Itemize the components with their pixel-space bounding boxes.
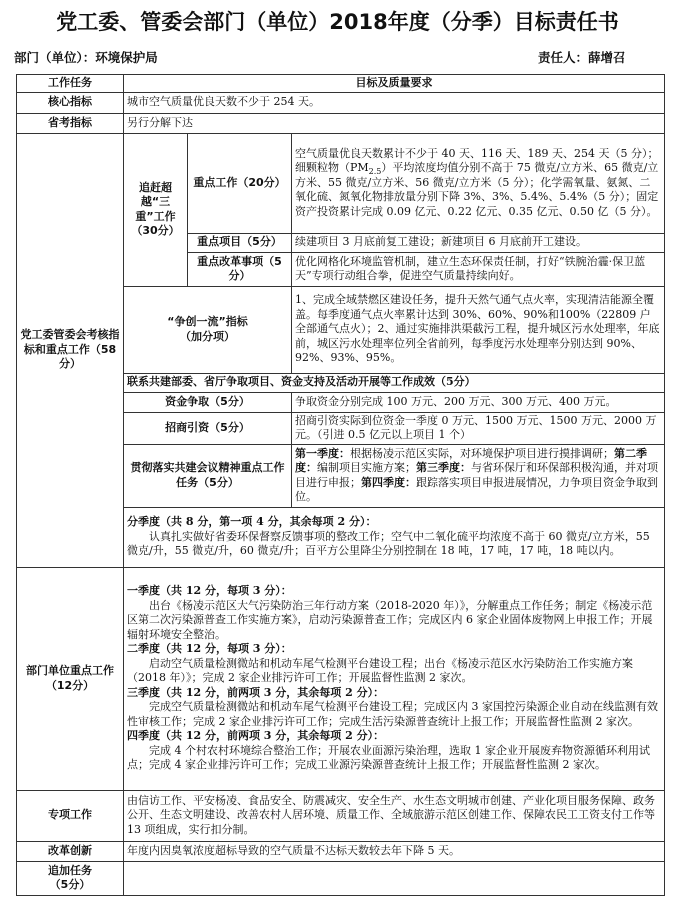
q4-label: 第四季度： bbox=[361, 475, 416, 489]
key-work-label: 重点工作（20分） bbox=[188, 133, 292, 233]
key-work-text-b: ）平均浓度均值分别不高于 75 微克/立方米、65 微克/立方米、55 微克/立方米、56 微克/立方米（5 分）；化学需氧量、氨氮、二氧化硫、氮氧化物排放量分别下降 3%、3%、5.4%、5.4%（5 分）；固定资产投资累计完成 0.09 亿元、0.22 亿元、0.35 亿元、0.50 亿（5 分）。 bbox=[295, 161, 659, 218]
key-reform-label: 重点改革事项（5分） bbox=[188, 252, 292, 286]
dept-work-row bbox=[17, 567, 665, 790]
key-work-text bbox=[292, 133, 665, 233]
provincial-indicator-row bbox=[17, 113, 665, 133]
dept-q2-heading: 二季度（共 12 分，每项 3 分）： bbox=[127, 642, 292, 656]
dept-q2-text: 启动空气质量检测微站和机动车尾气检测平台建设工程；出台《杨凌示范区水污染防治工作实施方案（2018 年）》；完成 2 家企业排污许可工作；开展监督性监测 2 家次。 bbox=[127, 656, 633, 685]
key-reform-text: 优化网格化环境监管机制，建立生态环保责任制，打好“铁腕治霾·保卫蓝天”专项行动组合拳，促进空气质量持续向好。 bbox=[292, 252, 665, 286]
special-work-text: 由信访工作、平安杨凌、食品安全、防震减灾、安全生产、水生态文明城市创建、产业化项目服务保障、政务公开、生态文明建设、改善农村人居环境、质量工作、全域旅游示范区创建工作、保障农民工工资支付工作等 13 项组成，实行扣分制。 bbox=[124, 790, 665, 841]
key-project-text: 续建项目 3 月底前复工建设；新建项目 6 月底前开工建设。 bbox=[292, 233, 665, 252]
department-line bbox=[14, 48, 158, 66]
dept-q3-heading: 三季度（共 12 分，前两项 3 分，其余每项 2 分）： bbox=[127, 685, 385, 699]
investment-text: 招商引资实际到位资金一季度 0 万元、1500 万元、1500 万元、2000 万元。（引进 0.5 亿元以上项目 1 个） bbox=[292, 412, 665, 444]
q2-label: 第二季度： bbox=[295, 446, 647, 474]
department-value: 环境保护局 bbox=[95, 50, 158, 65]
core-indicator-label: 核心指标 bbox=[17, 92, 124, 113]
funding-text: 争取资金分别完成 100 万元、200 万元、300 万元、400 万元。 bbox=[292, 392, 665, 412]
extra-task-title: 追加任务 bbox=[48, 863, 92, 877]
special-work-row bbox=[17, 790, 665, 841]
party-assessment-label: 党工委管委会考核指标和重点工作（58分） bbox=[17, 133, 124, 567]
provincial-indicator-label: 省考指标 bbox=[17, 113, 124, 133]
dept-work-text bbox=[124, 567, 665, 790]
department-label: 部门（单位）： bbox=[14, 50, 96, 65]
first-class-text: 1、完成全域禁燃区建设任务，提升天然气通气点火率，实现清洁能源全覆盖。每季度通气点火率累计达到 30%、60%、90%和100%（22809 户全部通气点火）；2、通过实施排洪渠截污工程，提升城区污水处理率，年底前，城区污水处理率位列全省前列，每季度污水处理率分别达到 90%、92%、93%、95%。 bbox=[292, 286, 665, 373]
q4-text: 跟踪落实项目申报进展情况，力争项目资金争取到位。 bbox=[295, 475, 658, 503]
core-indicator-row bbox=[17, 92, 665, 113]
quarterly-body: 认真扎实做好省委环保督察反馈事项的整改工作；空气中二氧化硫平均浓度不高于 60 微克/立方米，55 微克/升，55 微克/升，60 微克/升；百平方公里降尘分别控制在 18 吨，17 吨，17 吨，18 吨以内。 bbox=[127, 529, 650, 558]
reform-label: 改革创新 bbox=[17, 841, 124, 861]
reform-row bbox=[17, 841, 665, 861]
special-work-label: 专项工作 bbox=[17, 790, 124, 841]
first-class-bonus: （加分项） bbox=[180, 329, 235, 343]
owner-label: 责任人： bbox=[538, 50, 589, 65]
key-project-label: 重点项目（5分） bbox=[188, 233, 292, 252]
q3-label: 第三季度： bbox=[416, 461, 471, 474]
quarterly-heading: 分季度（共 8 分，第一项 4 分，其余每项 2 分）： bbox=[127, 515, 377, 529]
reform-text: 年度内因臭氧浓度超标导致的空气质量不达标天数较去年下降 5 天。 bbox=[124, 841, 665, 861]
first-class-label bbox=[124, 286, 292, 373]
extra-task-score: （5分） bbox=[49, 878, 91, 891]
key-work-row bbox=[17, 133, 665, 233]
funding-label: 资金争取（5分） bbox=[124, 392, 292, 412]
header-requirements: 目标及质量要求 bbox=[124, 75, 665, 93]
provincial-indicator-text: 另行分解下达 bbox=[124, 113, 665, 133]
document-title: 党工委、管委会部门（单位）2018年度（分季）目标责任书 bbox=[56, 10, 619, 34]
q1-text: 根据杨凌示范区实际，对环境保护项目进行摸排调研； bbox=[350, 446, 614, 460]
dept-q1-heading: 一季度（共 12 分，每项 3 分）： bbox=[127, 584, 292, 598]
extra-task-empty bbox=[124, 861, 665, 895]
extra-task-row bbox=[17, 861, 665, 895]
header-task: 工作任务 bbox=[17, 75, 124, 93]
responsibility-table bbox=[16, 74, 665, 896]
dept-q1-text: 出台《杨凌示范区大气污染防治三年行动方案（2018-2020 年）》，分解重点工作任务；制定《杨凌示范区第二次污染源普查工作实施方案》，启动污染源普查工作；完成区内 6 家企业固体废物网上申报工作；开展辐射环境安全整治。 bbox=[127, 598, 653, 641]
dept-q4-text: 完成 4 个村农村环境综合整治工作；开展农业面源污染治理，选取 1 家企业开展废弃物资源循环利用试点；完成 4 家企业排污许可工作；完成工业源污染源普查统计上报工作；开展监督性监测 2 家次。 bbox=[127, 743, 650, 772]
owner-value: 薛增召 bbox=[588, 50, 626, 65]
table-header-row bbox=[17, 75, 665, 93]
dept-q4-heading: 四季度（共 12 分，前两项 3 分，其余每项 2 分）： bbox=[127, 729, 385, 743]
quarterly-text bbox=[124, 507, 665, 567]
dept-q3-text: 完成空气质量检测微站和机动车尾气检测平台建设工程；完成区内 3 家国控污染源企业自动在线监测有效性审核工作；完成 2 家企业排污许可工作；完成生活污染源普查统计上报工作；开展监督性监测 2 家次。 bbox=[127, 700, 658, 728]
investment-label: 招商引资（5分） bbox=[124, 412, 292, 444]
owner-line bbox=[538, 48, 626, 66]
catch-up-work-label: 追赶超越“三重”工作（30分） bbox=[124, 133, 188, 286]
dept-work-label: 部门单位重点工作（12分） bbox=[17, 567, 124, 790]
q1-label: 第一季度： bbox=[295, 446, 350, 460]
q2-text: 编制项目实施方案； bbox=[317, 461, 416, 474]
q3-text: 与省环保厅和环保部积极沟通，并对项目进行申报； bbox=[295, 461, 658, 489]
implement-label: 贯彻落实共建会议精神重点工作任务（5分） bbox=[124, 444, 292, 507]
pm-subscript: 2.5 bbox=[368, 167, 382, 177]
key-work-text-a: 空气质量优良天数累计不少于 40 天、116 天、189 天、254 天（5 分）；细颗粒物（PM bbox=[295, 146, 659, 175]
joint-build-heading: 联系共建部委、省厅争取项目、资金支持及活动开展等工作成效（5分） bbox=[124, 373, 665, 392]
core-indicator-text: 城市空气质量优良天数不少于 254 天。 bbox=[124, 92, 665, 113]
implement-text bbox=[292, 444, 665, 507]
extra-task-label bbox=[17, 861, 124, 895]
first-class-title: “争创一流”指标 bbox=[167, 315, 248, 328]
